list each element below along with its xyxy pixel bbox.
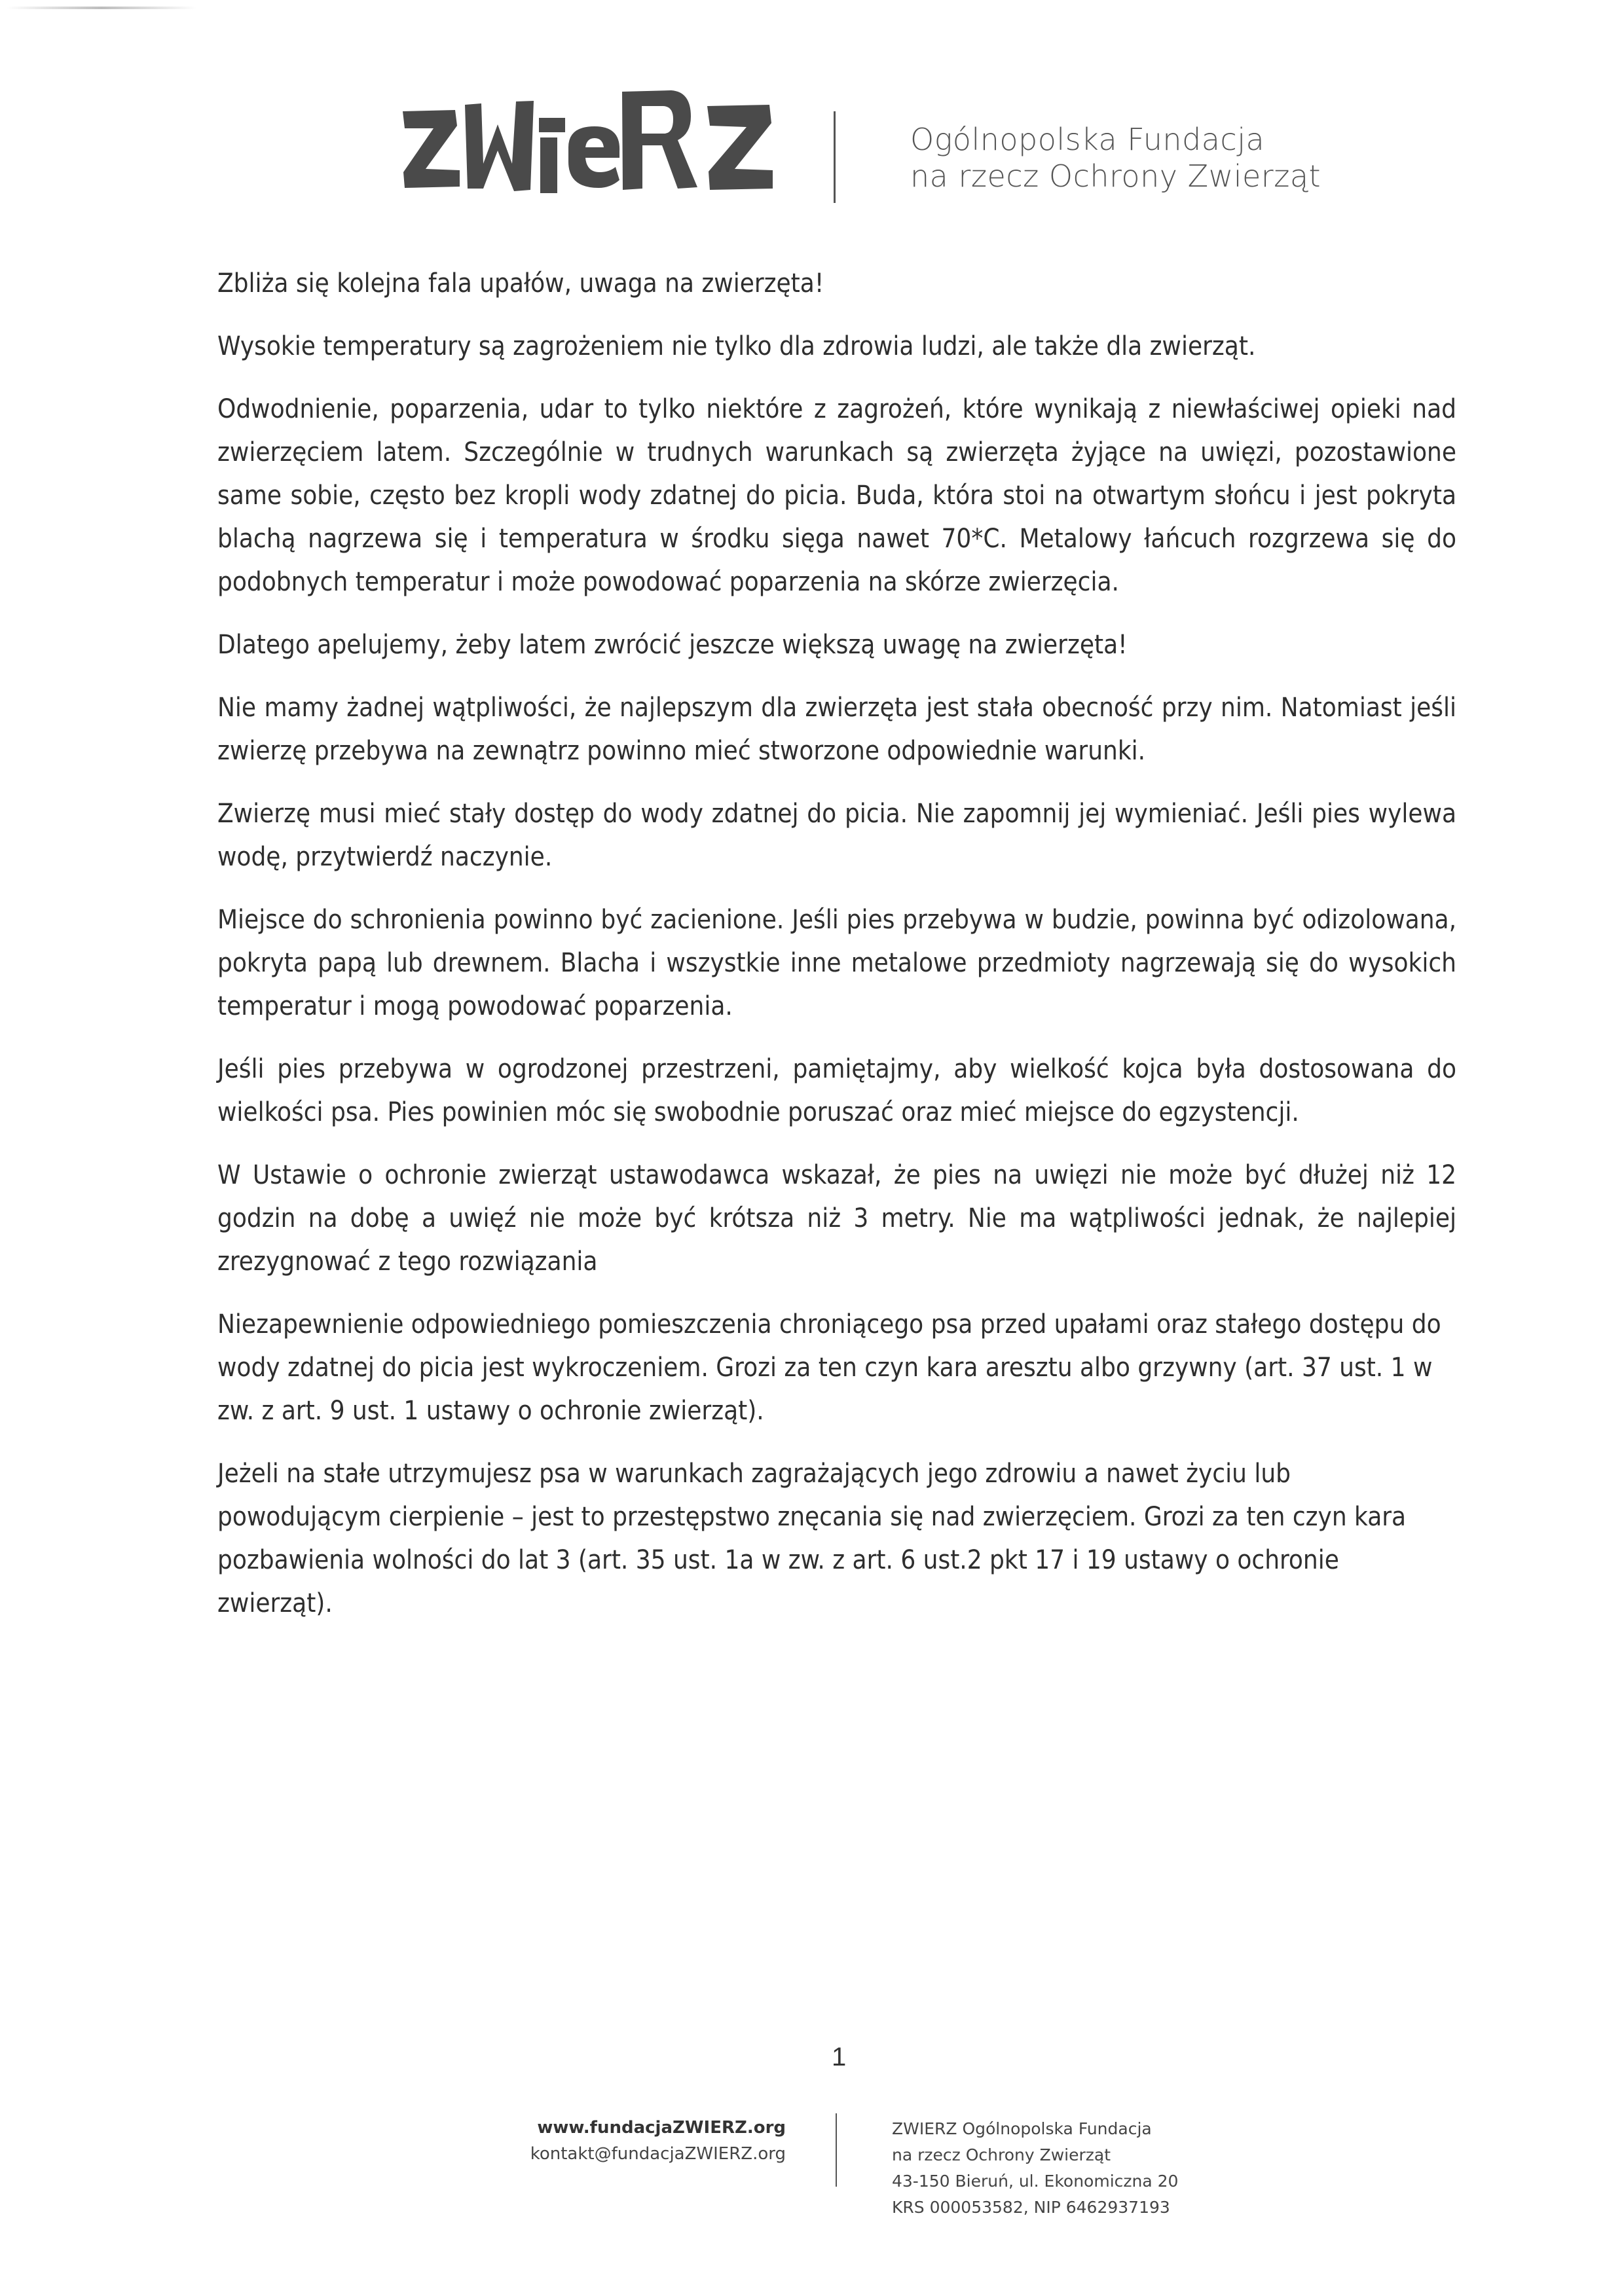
paragraph: Wysokie temperatury są zagrożeniem nie tylko dla zdrowia ludzi, ale także dla zwierząt. — [217, 331, 1256, 361]
paragraph: Zwierzę musi mieć stały dostęp do wody zdatnej do picia. Nie zapomnij jej wymieniać. Jeśli pies wylewa wodę, przytwierdź naczynie. — [217, 799, 1456, 872]
paragraph: Dlatego apelujemy, żeby latem zwrócić jeszcze większą uwagę na zwierzęta! — [217, 630, 1128, 660]
org-name-line-1: Ogólnopolska Fundacja — [910, 122, 1265, 157]
footer-org-line-2: na rzecz Ochrony Zwierząt — [892, 2145, 1111, 2164]
paragraph-headline: Zbliża się kolejna fala upałów, uwaga na zwierzęta! — [217, 268, 824, 299]
paragraph: Odwodnienie, poparzenia, udar to tylko niektóre z zagrożeń, które wynikają z niewłaściwej opieki nad zwierzęciem latem. Szczególnie w trudnych warunkach są zwierzęta żyjące na uwięzi, pozostawione same sobie, często bez kropli wody zdatnej do picia. Buda, która stoi na otwartym słońcu i jest pokryta blachą nagrzewa się i temperatura w środku sięga nawet 70*C. Metalowy łańcuch rozgrzewa się do podobnych temperatur i może powodować poparzenia na skórze zwierzęcia. — [217, 394, 1456, 597]
footer-website-link[interactable]: www.fundacjaZWIERZ.org — [537, 2118, 786, 2138]
paragraph: Miejsce do schronienia powinno być zacienione. Jeśli pies przebywa w budzie, powinna być odizolowana, pokryta papą lub drewnem. Blacha i wszystkie inne metalowe przedmioty nagrzewają się do wysokich temperatur i mogą powodować poparzenia. — [217, 905, 1456, 1021]
footer-email-link[interactable]: kontakt@fundacjaZWIERZ.org — [530, 2144, 786, 2164]
footer-org-line-1: ZWIERZ Ogólnopolska Fundacja — [892, 2119, 1152, 2138]
paragraph: W Ustawie o ochronie zwierząt ustawodawca wskazał, że pies na uwięzi nie może być dłużej niż 12 godzin na dobę a uwięź nie może być krótsza niż 3 metry. Nie ma wątpliwości jednak, że najlepiej zrezygnować z tego rozwiązania — [217, 1160, 1456, 1277]
footer-divider — [836, 2113, 837, 2187]
footer-registry: KRS 000053582, NIP 6462937193 — [892, 2198, 1170, 2217]
paragraph: Niezapewnienie odpowiedniego pomieszczenia chroniącego psa przed upałami oraz stałego dostępu do wody zdatnej do picia jest wykroczeniem. Grozi za ten czyn kara aresztu albo grzywny (art. 37 ust. 1 w zw. z art. 9 ust. 1 ustawy o ochronie zwierząt). — [217, 1309, 1441, 1426]
letterhead — [399, 85, 1321, 203]
zwierz-logo-graphic — [399, 85, 792, 203]
org-name-line-2: na rzecz Ochrony Zwierząt — [910, 158, 1321, 194]
logo — [399, 85, 792, 203]
header-divider — [834, 111, 836, 203]
organization-name — [910, 121, 1321, 194]
footer-address-block — [892, 2116, 1178, 2221]
letter-body — [217, 262, 1456, 1645]
footer-address: 43-150 Bieruń, ul. Ekonomiczna 20 — [892, 2172, 1179, 2191]
paragraph: Jeśli pies przebywa w ogrodzonej przestrzeni, pamiętajmy, aby wielkość kojca była dostosowana do wielkości psa. Pies powinien móc się swobodnie poruszać oraz mieć miejsce do egzystencji. — [217, 1054, 1456, 1127]
footer-contact — [511, 2115, 786, 2167]
scan-artifact — [7, 7, 196, 9]
paragraph: Jeżeli na stałe utrzymujesz psa w warunkach zagrażających jego zdrowiu a nawet życiu lub powodującym cierpienie – jest to przestępstwo znęcania się nad zwierzęciem. Grozi za ten czyn kara pozbawienia wolności do lat 3 (art. 35 ust. 1a w zw. z art. 6 ust.2 pkt 17 i 19 ustawy o ochronie zwierząt). — [217, 1459, 1407, 1618]
paragraph: Nie mamy żadnej wątpliwości, że najlepszym dla zwierzęta jest stała obecność przy nim. Natomiast jeśli zwierzę przebywa na zewnątrz powinno mieć stworzone odpowiednie warunki. — [217, 693, 1456, 766]
page-number: 1 — [832, 2043, 847, 2071]
